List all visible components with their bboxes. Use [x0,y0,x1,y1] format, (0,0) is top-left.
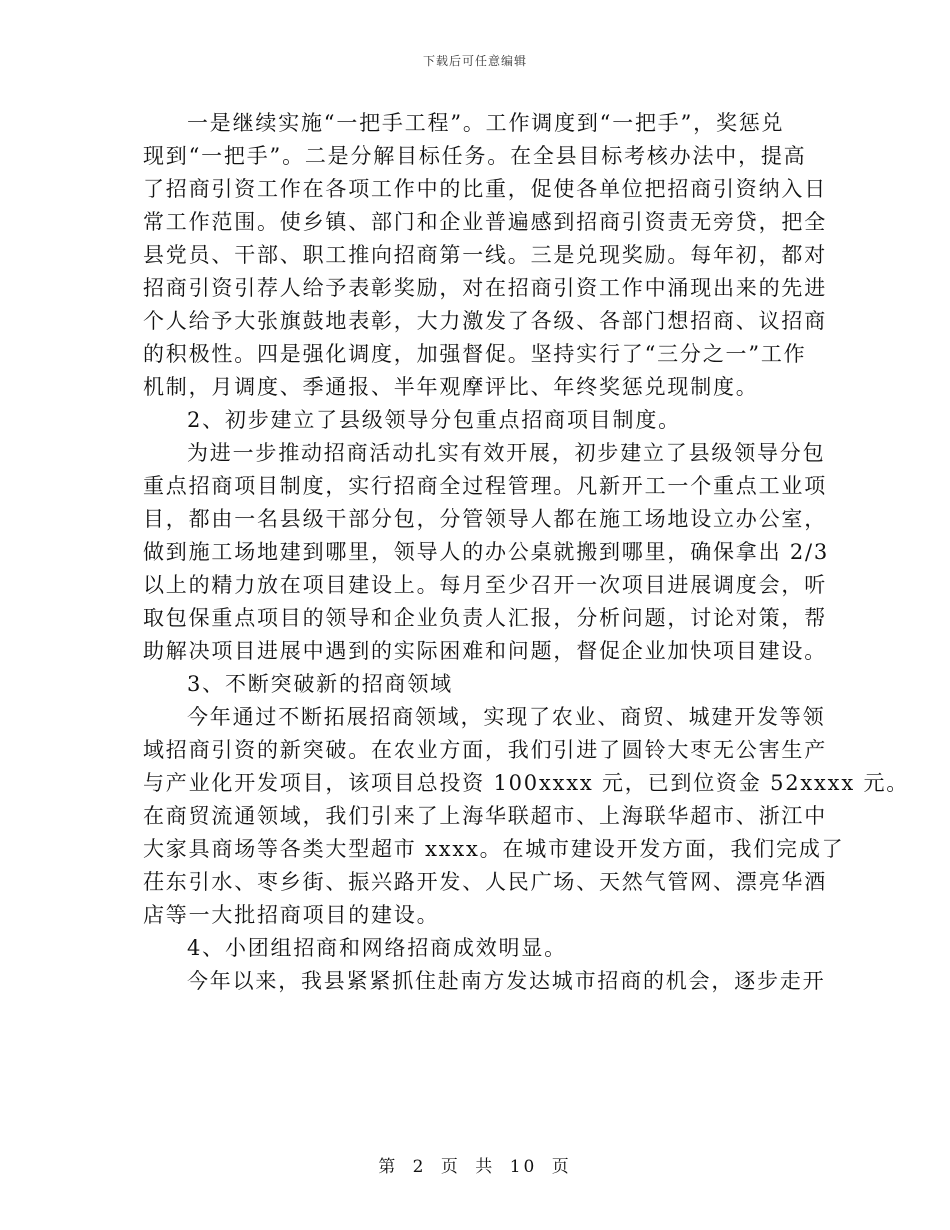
text-line: 在商贸流通领域，我们引来了上海华联超市、上海联华超市、浙江中 [143,804,827,828]
document-body [143,107,910,998]
page-footer: 第 2 页 共 10 页 [378,1157,572,1177]
text-line: 县党员、干部、职工推向招商第一线。三是兑现奖励。每年初，都对 [143,243,827,267]
text-line: 与产业化开发项目，该项目总投资 100xxxx 元，已到位资金 52xxxx 元。 [143,771,910,795]
text-line: 店等一大批招商项目的建设。 [143,903,440,927]
text-line: 助解决项目进展中遇到的实际困难和问题，督促企业加快项目建设。 [143,639,827,663]
text-line: 3、不断突破新的招商领域 [187,672,453,696]
text-line: 4、小团组招商和网络招商成效明显。 [187,936,567,960]
text-line: 今年通过不断拓展招商领域，实现了农业、商贸、城建开发等领 [187,705,826,729]
text-line: 以上的精力放在项目建设上。每月至少召开一次项目进展调度会，听 [143,573,827,597]
text-line: 一是继续实施“一把手工程”。工作调度到“一把手”，奖惩兑 [187,111,785,135]
text-line: 招商引资引荐人给予表彰奖励，对在招商引资工作中涌现出来的先进 [143,276,827,300]
text-line: 的积极性。四是强化调度，加强督促。坚持实行了“三分之一”工作 [143,342,807,366]
text-line: 大家具商场等各类大型超市 xxxx。在城市建设开发方面，我们完成了 [143,837,845,861]
text-line: 为进一步推动招商活动扎实有效开展，初步建立了县级领导分包 [187,441,826,465]
text-line: 机制，月调度、季通报、半年观摩评比、年终奖惩兑现制度。 [143,375,759,399]
page-header: 下载后可任意编辑 [422,54,527,68]
text-line: 个人给予大张旗鼓地表彰，大力激发了各级、各部门想招商、议招商 [143,309,827,333]
text-line: 目，都由一名县级干部分包，分管领导人都在施工场地设立办公室， [143,507,827,531]
text-line: 现到“一把手”。二是分解目标任务。在全县目标考核办法中，提高 [143,144,807,168]
text-line: 今年以来，我县紧紧抓住赴南方发达城市招商的机会，逐步走开 [187,969,826,993]
text-line: 了招商引资工作在各项工作中的比重，促使各单位把招商引资纳入日 [143,177,827,201]
text-line: 重点招商项目制度，实行招商全过程管理。凡新开工一个重点工业项 [143,474,827,498]
text-line: 2、初步建立了县级领导分包重点招商项目制度。 [187,408,681,432]
text-line: 常工作范围。使乡镇、部门和企业普遍感到招商引资责无旁贷，把全 [143,210,827,234]
text-line: 做到施工场地建到哪里，领导人的办公桌就搬到哪里，确保拿出 2/3 [143,540,830,564]
text-line: 域招商引资的新突破。在农业方面，我们引进了圆铃大枣无公害生产 [143,738,827,762]
text-line: 茌东引水、枣乡街、振兴路开发、人民广场、天然气管网、漂亮华酒 [143,870,827,894]
text-line: 取包保重点项目的领导和企业负责人汇报，分析问题，讨论对策，帮 [143,606,827,630]
